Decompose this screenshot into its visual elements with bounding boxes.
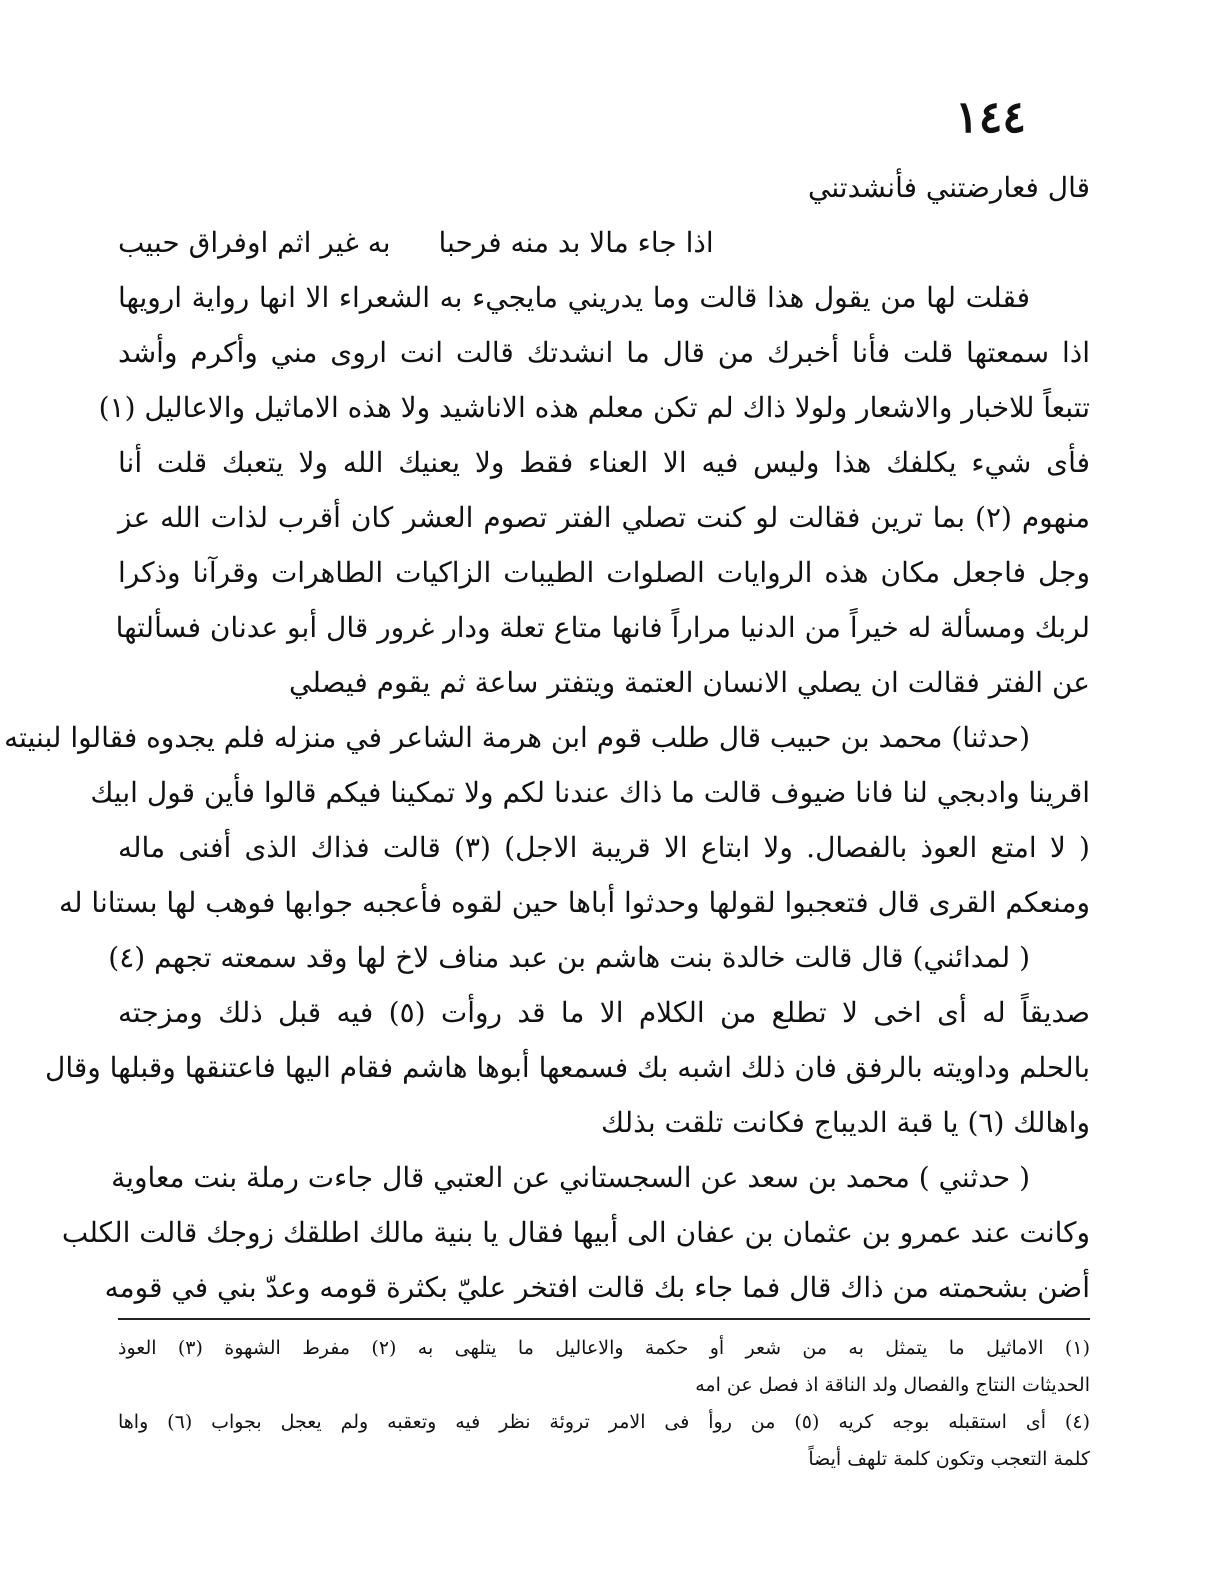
page-number: ١٤٤ bbox=[955, 92, 1026, 143]
text-line: واهالك (٦) يا قبة الديباج فكانت تلقت بذلك bbox=[601, 1106, 1090, 1139]
poem-verse bbox=[118, 215, 1090, 270]
text-line: أضن بشحمته من ذاك قال فما جاء بك قالت افتخر عليّ بكثرة قومه وعدّ بني في قومه bbox=[104, 1271, 1090, 1304]
text-line: (حدثنا) محمد بن حبيب قال طلب قوم ابن هرمة الشاعر في منزله فلم يجدوه فقالوا لبنيته bbox=[4, 721, 1030, 754]
text-line: ( لا امتع العوذ بالفصال. ولا ابتاع الا قريبة الاجل) (٣) قالت فذاك الذى أفنى ماله bbox=[118, 831, 1090, 864]
text-line: وكانت عند عمرو بن عثمان بن عفان الى أبيها فقال يا بنية مالك اطلقك زوجك قالت الكلب bbox=[61, 1216, 1090, 1249]
main-text-block bbox=[4, 160, 1090, 1315]
footnote-line: الحديثات النتاج والفصال ولد الناقة اذ فصل عن امه bbox=[695, 1374, 1090, 1396]
text-line: منهوم (٢) بما ترين فقالت لو كنت تصلي الفتر تصوم العشر كان أقرب لذات الله عز bbox=[118, 501, 1090, 534]
verse-hemistich-first: اذا جاء مالا بد منه فرحبا bbox=[438, 226, 714, 259]
verse-hemistich-second: به غير اثم اوفراق حبيب bbox=[118, 226, 391, 259]
text-line: وجل فاجعل مكان هذه الروايات الصلوات الطيبات الزاكيات الطاهرات وقرآنا وذكرا bbox=[118, 556, 1090, 589]
text-line: ( لمدائني) قال قالت خالدة بنت هاشم بن عبد مناف لاخ لها وقد سمعته تجهم (٤) bbox=[108, 941, 1030, 974]
text-line: بالحلم وداويته بالرفق فان ذلك اشبه بك فسمعها أبوها هاشم فقام اليها فاعتنقها وقبلها وقال bbox=[45, 1051, 1090, 1084]
text-line: اقرينا وادبجي لنا فانا ضيوف قالت ما ذاك عندنا لكم ولا تمكينا فيكم قالوا فأين قول ابيك bbox=[90, 776, 1090, 809]
text-line: اذا سمعتها قلت فأنا أخبرك من قال ما انشدتك قالت انت اروى مني وأكرم وأشد bbox=[118, 336, 1090, 369]
text-line: فقلت لها من يقول هذا قالت وما يدريني مايجيء به الشعراء الا انها رواية ارويها bbox=[118, 281, 1030, 314]
text-line: قال فعارضتني فأنشدتني bbox=[808, 171, 1090, 204]
text-line: صديقاً له أى اخى لا تطلع من الكلام الا ما قد روأت (٥) فيه قبل ذلك ومزجته bbox=[118, 996, 1090, 1029]
footnotes-block bbox=[118, 1330, 1090, 1478]
footnote-line: (٤) أى استقبله بوجه كريه (٥) من روأ فى الامر تروئة نظر فيه وتعقبه ولم يعجل بجواب (٦) واها bbox=[118, 1411, 1090, 1433]
text-line: فأى شيء يكلفك هذا وليس فيه الا العناء فقط ولا يعنيك الله ولا يتعبك قلت أنا bbox=[118, 446, 1090, 479]
footnote-line: كلمة التعجب وتكون كلمة تلهف أيضاً bbox=[808, 1448, 1090, 1470]
text-line: تتبعاً للاخبار والاشعار ولولا ذاك لم تكن معلم هذه الاناشيد ولا هذه الاماثيل والاعاليل (١) bbox=[98, 391, 1090, 424]
text-line: ( حدثني ) محمد بن سعد عن السجستاني عن العتبي قال جاءت رملة بنت معاوية bbox=[111, 1161, 1030, 1194]
footnote-divider bbox=[118, 1318, 1090, 1320]
text-line: عن الفتر فقالت ان يصلي الانسان العتمة ويتفتر ساعة ثم يقوم فيصلي bbox=[289, 666, 1090, 699]
text-line: لربك ومسألة له خيراً من الدنيا مراراً فانها متاع تعلة ودار غرور قال أبو عدنان فسألتها bbox=[115, 611, 1090, 644]
text-line: ومنعكم القرى قال فتعجبوا لقولها وحدثوا أباها حين لقوه فأعجبه جوابها فوهب لها بستانا له bbox=[58, 886, 1090, 919]
footnote-line: (١) الاماثيل ما يتمثل به من شعر أو حكمة والاعاليل ما يتلهى به (٢) مفرط الشهوة (٣) العوذ bbox=[118, 1337, 1090, 1359]
